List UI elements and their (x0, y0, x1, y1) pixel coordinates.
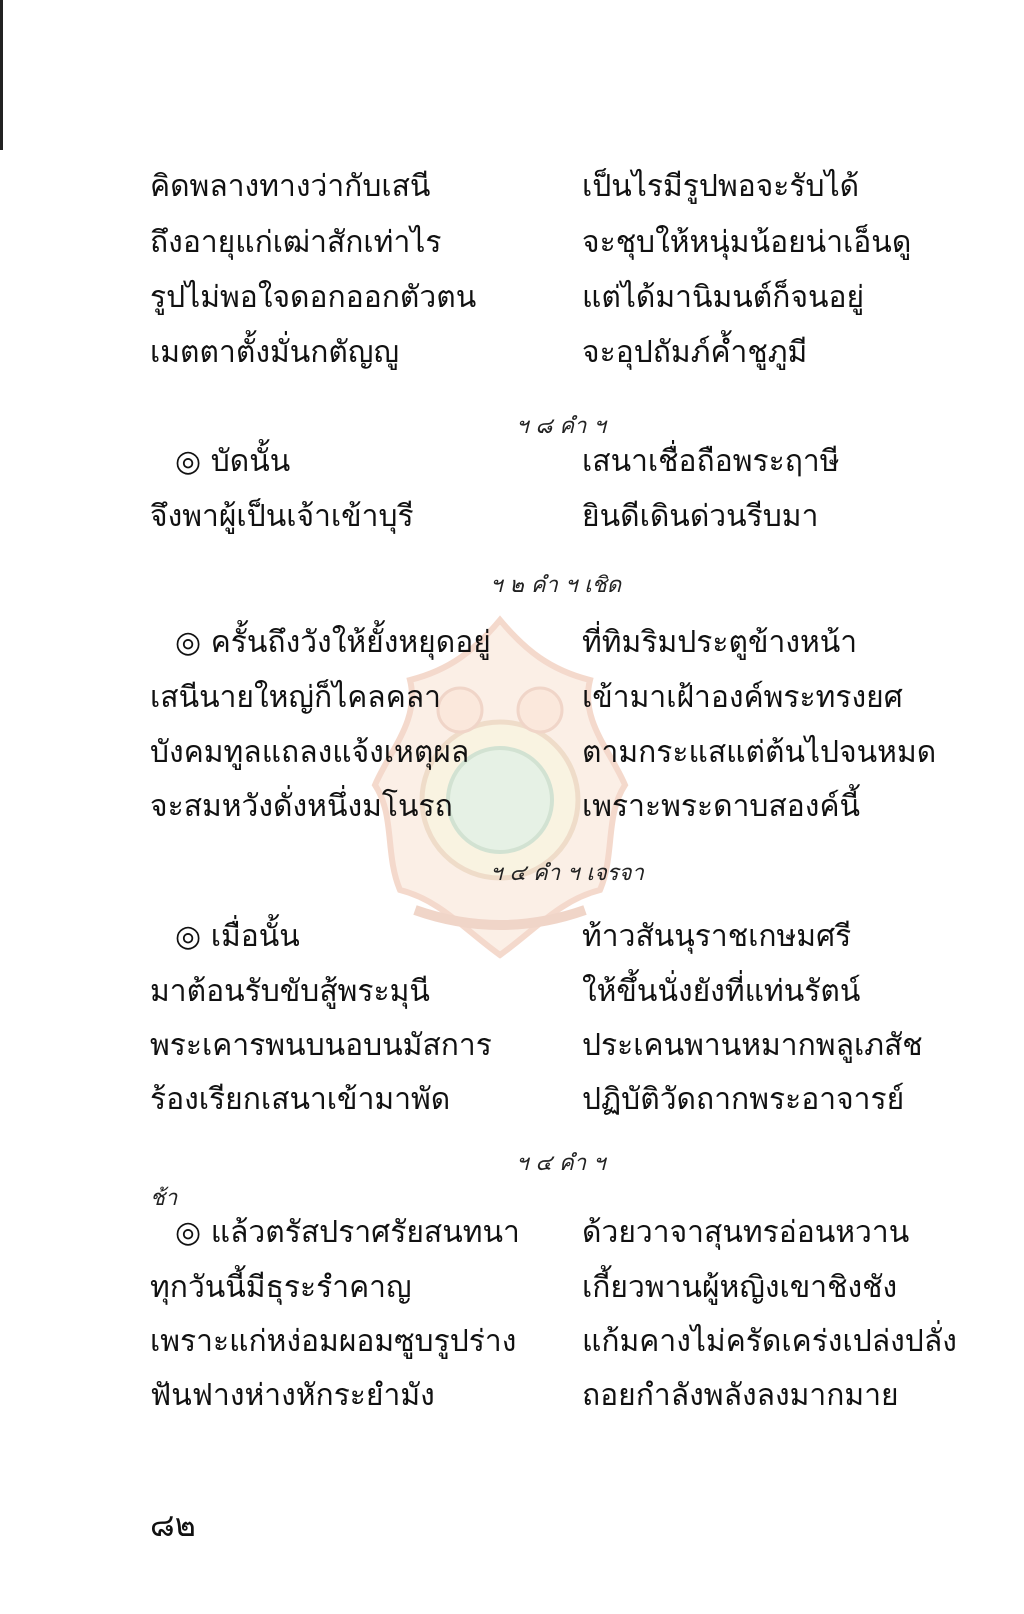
verse-right: จะอุปถัมภ์ค้ำชูภูมี (582, 335, 808, 370)
verse-left: คิดพลางทางว่ากับเสนี (150, 169, 431, 204)
verse-left: พระเคารพนบนอบนมัสการ (150, 1028, 492, 1063)
verse-right: ด้วยวาจาสุนทรอ่อนหวาน (582, 1215, 910, 1250)
verse-right: ให้ขึ้นนั่งยังที่แท่นรัตน์ (582, 974, 861, 1009)
verse-left: รูปไม่พอใจดอกออกตัวตน (150, 280, 477, 315)
verse-left: ◎ บัดนั้น (175, 444, 291, 479)
verse-right: ถอยกำลังพลังลงมากมาย (582, 1378, 899, 1413)
verse-left: ◎ แล้วตรัสปราศรัยสนทนา (175, 1215, 520, 1250)
verse-left: มาต้อนรับขับสู้พระมุนี (150, 974, 430, 1009)
page-number: ๘๒ (150, 1506, 196, 1544)
verse-left: ฟันฟางห่างหักระยำมัง (150, 1378, 435, 1413)
stage-direction: ฯ ๔ คำ ฯ เจรจา (490, 861, 644, 886)
verse-left: เพราะแก่หง่อมผอมซูบรูปร่าง (150, 1324, 517, 1359)
verse-left: ◎ ครั้นถึงวังให้ยั้งหยุดอยู่ (175, 625, 491, 660)
verse-left: จะสมหวังดั่งหนึ่งมโนรถ (150, 789, 453, 824)
verse-left: จึงพาผู้เป็นเจ้าเข้าบุรี (150, 499, 414, 534)
scan-edge-shadow (0, 0, 3, 150)
stage-direction: ฯ ๘ คำ ฯ (516, 414, 606, 439)
verse-left: ถึงอายุแก่เฒ่าสักเท่าไร (150, 225, 442, 260)
verse-right: ท้าวสันนุราชเกษมศรี (582, 919, 852, 954)
verse-right: ยินดีเดินด่วนรีบมา (582, 499, 819, 534)
stage-direction: ช้า (150, 1186, 178, 1211)
verse-left: ทุกวันนี้มีธุระรำคาญ (150, 1270, 412, 1305)
verse-left: เสนีนายใหญ่ก็ไคลคลา (150, 680, 441, 715)
verse-left: บังคมทูลแถลงแจ้งเหตุผล (150, 735, 470, 770)
stage-direction: ฯ ๒ คำ ฯ เชิด (490, 573, 621, 598)
verse-right: เป็นไรมีรูปพอจะรับได้ (582, 169, 860, 204)
verse-left: เมตตาตั้งมั่นกตัญญู (150, 335, 400, 370)
verse-right: เกี้ยวพานผู้หญิงเขาชิงชัง (582, 1270, 898, 1305)
verse-right: ที่ทิมริมประตูข้างหน้า (582, 625, 858, 660)
verse-right: ประเคนพานหมากพลูเภสัช (582, 1028, 923, 1063)
verse-right: เสนาเชื่อถือพระฤาษี (582, 444, 840, 479)
verse-right: จะชุบให้หนุ่มน้อยน่าเอ็นดู (582, 225, 912, 260)
verse-right: แก้มคางไม่ครัดเคร่งเปล่งปลั่ง (582, 1324, 957, 1359)
stage-direction: ฯ ๔ คำ ฯ (516, 1151, 606, 1176)
verse-left: ◎ เมื่อนั้น (175, 919, 300, 954)
verse-right: ปฏิบัติวัดถากพระอาจารย์ (582, 1082, 905, 1117)
verse-right: เพราะพระดาบสองค์นี้ (582, 789, 861, 824)
verse-right: เข้ามาเฝ้าองค์พระทรงยศ (582, 680, 903, 715)
verse-right: ตามกระแสแต่ต้นไปจนหมด (582, 735, 937, 770)
verse-left: ร้องเรียกเสนาเข้ามาพัด (150, 1082, 451, 1117)
verse-right: แต่ได้มานิมนต์ก็จนอยู่ (582, 280, 865, 315)
